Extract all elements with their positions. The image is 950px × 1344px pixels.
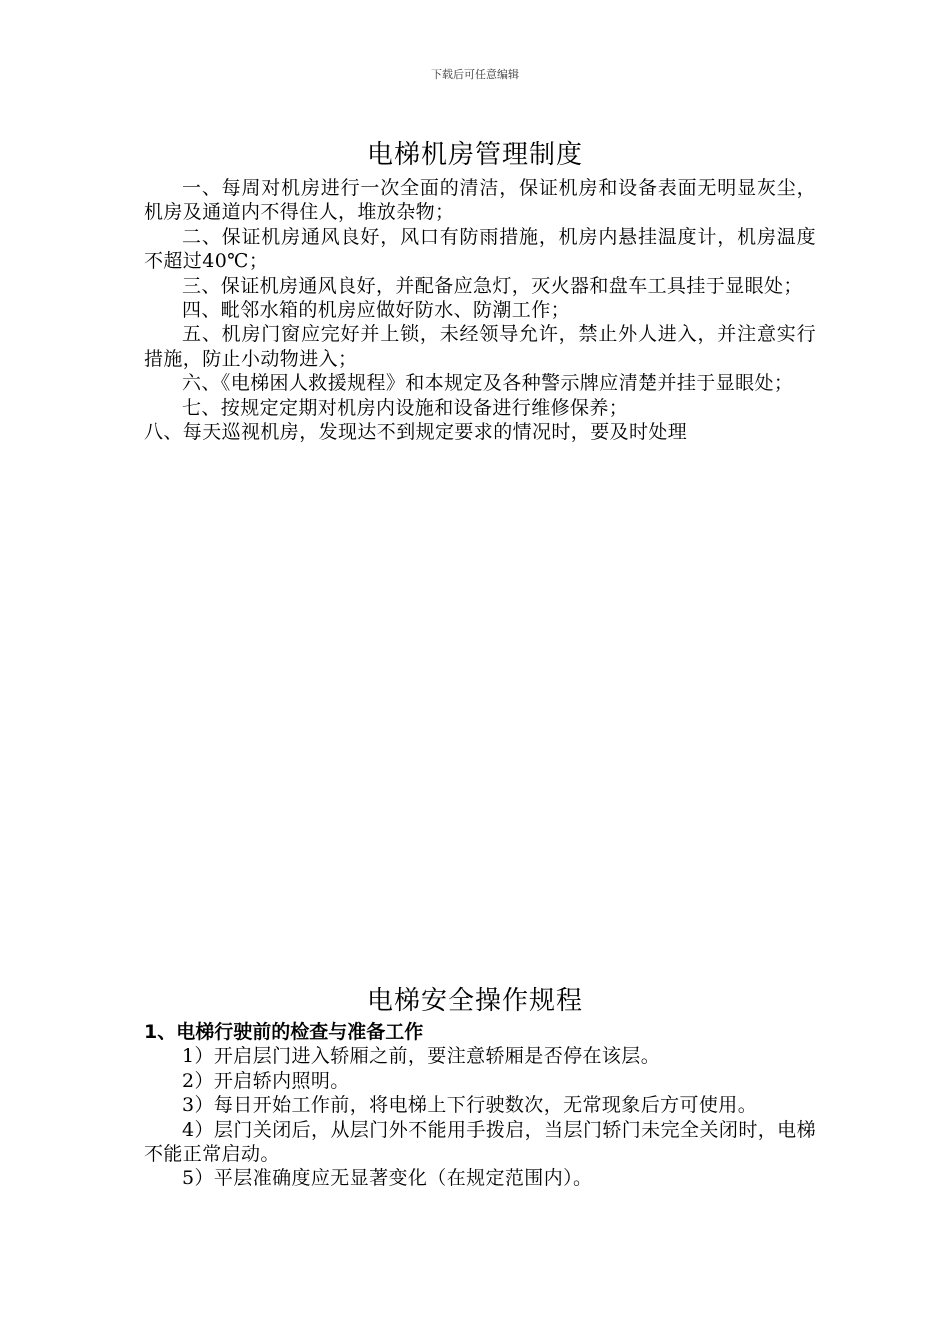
rule-item: 四、毗邻水箱的机房应做好防水、防潮工作； bbox=[182, 299, 571, 322]
check-item: 2）开启轿内照明。 bbox=[182, 1069, 350, 1092]
rule-item: 一、每周对机房进行一次全面的清洁，保证机房和设备表面无明显灰尘，机房及通道内不得住人，堆放杂物； bbox=[144, 177, 816, 224]
rule-item: 七、按规定定期对机房内设施和设备进行维修保养； bbox=[182, 396, 629, 419]
safety-operation-rules bbox=[144, 1020, 816, 1191]
check-item: 3）每日开始工作前，将电梯上下行驶数次，无常现象后方可使用。 bbox=[182, 1094, 758, 1117]
rule-item: 二、保证机房通风良好，风口有防雨措施，机房内悬挂温度计，机房温度不超过40℃； bbox=[144, 225, 816, 273]
rule-item: 三、保证机房通风良好，并配备应急灯，灭火器和盘车工具挂于显眼处； bbox=[182, 274, 803, 297]
sub-heading: 1、电梯行驶前的检查与准备工作 bbox=[144, 1021, 424, 1043]
check-item: 4）层门关闭后，从层门外不能用手拨启，当层门轿门未完全关闭时，电梯不能正常启动。 bbox=[144, 1118, 816, 1166]
rule-item-last: 八、每天巡视机房，发现达不到规定要求的情况时，要及时处理 bbox=[144, 421, 688, 444]
rule-item: 五、机房门窗应完好并上锁，未经领导允许，禁止外人进入，并注意实行措施，防止小动物进入； bbox=[144, 323, 816, 370]
machine-room-title: 电梯机房管理制度 bbox=[366, 140, 583, 170]
safety-operation-title: 电梯安全操作规程 bbox=[366, 986, 583, 1016]
header-note: 下载后可任意编辑 bbox=[431, 68, 519, 81]
rule-item: 六、《电梯困人救援规程》和本规定及各种警示牌应清楚并挂于显眼处； bbox=[182, 372, 794, 395]
check-item: 1）开启层门进入轿厢之前，要注意轿厢是否停在该层。 bbox=[182, 1045, 661, 1068]
machine-room-rules bbox=[144, 176, 816, 444]
check-item: 5）平层准确度应无显著变化（在规定范围内）。 bbox=[182, 1167, 593, 1190]
